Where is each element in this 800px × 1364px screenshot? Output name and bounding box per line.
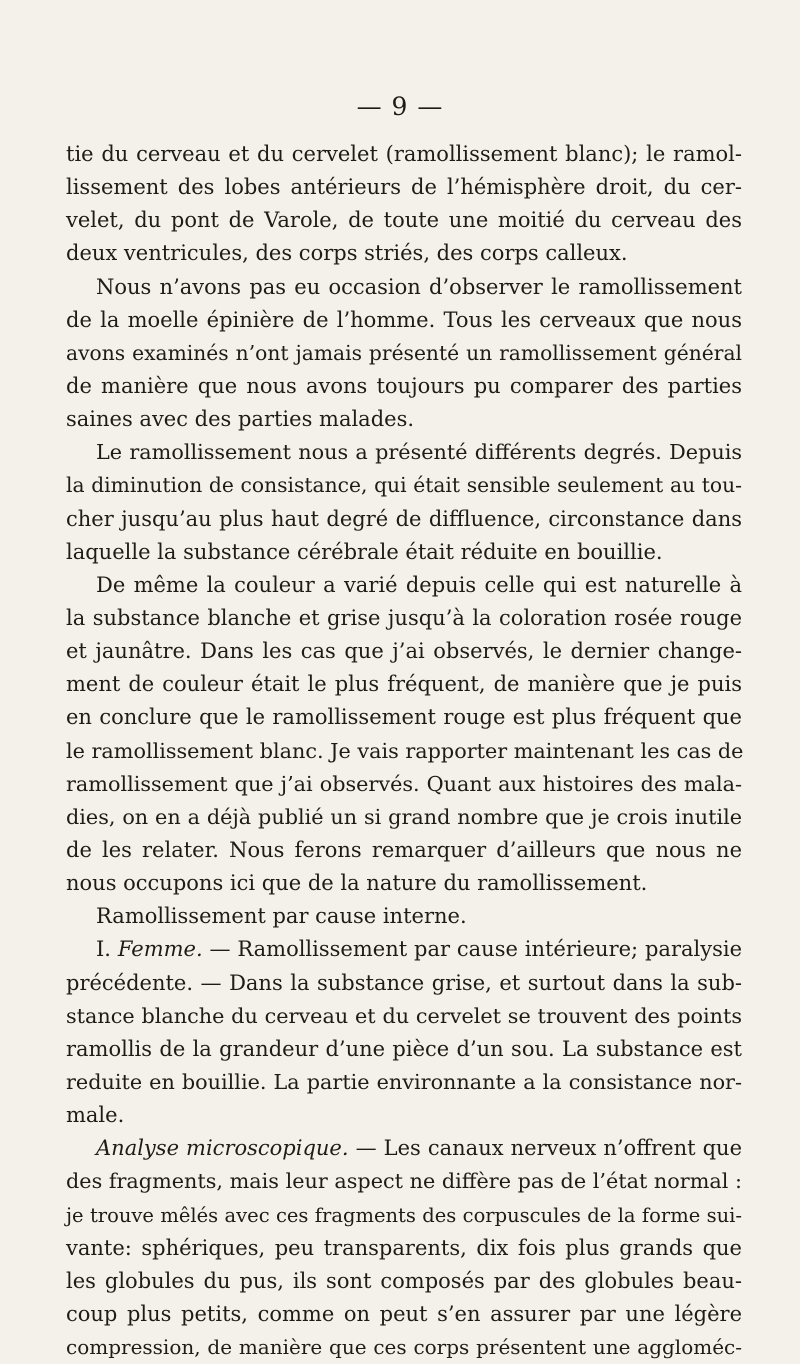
text-line (66, 469, 742, 502)
text-line (66, 237, 742, 270)
line-text: Nous n’avons pas eu occasion d’observer le ramollissement (96, 274, 742, 299)
line-text: de les relater. Nous ferons remarquer d’ailleurs que nous ne (66, 837, 742, 862)
text-line (66, 967, 742, 1000)
text-line (66, 1165, 742, 1198)
text-line (66, 1265, 742, 1298)
text-line (66, 1232, 742, 1265)
text-line (66, 1000, 742, 1033)
line-text: je trouve mêlés avec ces fragments des corpuscules de la forme sui- (66, 1203, 742, 1227)
line-text: stance blanche du cerveau et du cervelet se trouvent des points (66, 1003, 742, 1028)
text-line (66, 1033, 742, 1066)
text-line (66, 1331, 742, 1364)
text-line (66, 403, 742, 436)
line-text: deux ventricules, des corps striés, des corps calleux. (66, 241, 628, 266)
text-line (66, 900, 742, 933)
line-text: ramollissement que j’ai observés. Quant aux histoires des mala- (66, 771, 742, 796)
text-line (66, 701, 742, 734)
line-text: ment de couleur était le plus fréquent, de manière que je puis (66, 672, 742, 697)
line-text: précédente. — Dans la substance grise, et surtout dans la sub- (66, 970, 742, 995)
line-text: dies, on en a déjà publié un si grand nombre que je crois inutile (66, 804, 742, 829)
text-line (66, 801, 742, 834)
text-line (66, 834, 742, 867)
text-line (66, 370, 742, 403)
line-text: De même la couleur a varié depuis celle qui est naturelle à (96, 572, 742, 597)
text-line (66, 735, 742, 768)
text-line (66, 503, 742, 536)
text-line (66, 1132, 742, 1165)
text-line (66, 138, 742, 171)
line-text: laquelle la substance cérébrale était réduite en bouillie. (66, 539, 663, 564)
text-line (66, 602, 742, 635)
line-text: lissement des lobes antérieurs de l’hémisphère droit, du cer- (66, 175, 742, 200)
text-line (66, 668, 742, 701)
line-text: des fragments, mais leur aspect ne diffère pas de l’état normal : (66, 1169, 742, 1194)
line-text: — Ramollissement par cause intérieure; paralysie (202, 937, 742, 962)
line-text: tie du cerveau et du cervelet (ramollissement blanc); le ramol- (66, 142, 742, 166)
line-text: les globules du pus, ils sont composés par des globules beau- (66, 1268, 742, 1293)
body-text (66, 138, 742, 1364)
line-text: la diminution de consistance, qui était sensible seulement au tou- (66, 473, 742, 498)
line-text: ramollis de la grandeur d’une pièce d’un sou. La substance est (66, 1036, 742, 1061)
line-text: le ramollissement blanc. Je vais rapporter maintenant les cas de (66, 738, 744, 763)
line-text: la substance blanche et grise jusqu’à la coloration rosée rouge (66, 605, 742, 630)
line-text: nous occupons ici que de la nature du ramollissement. (66, 871, 648, 896)
text-line (66, 204, 742, 237)
text-line (66, 933, 742, 966)
text-line (66, 436, 742, 469)
line-text: de la moelle épinière de l’homme. Tous les cerveaux que nous (66, 307, 742, 332)
text-line (66, 867, 742, 900)
line-text: Ramollissement par cause interne. (96, 904, 467, 929)
text-line (66, 768, 742, 801)
text-line (66, 1199, 742, 1232)
line-text: male. (66, 1103, 125, 1128)
text-line (66, 1066, 742, 1099)
line-text: — Les canaux nerveux n’offrent que (348, 1136, 742, 1161)
italic-heading: Analyse microscopique. (96, 1136, 349, 1161)
line-text: velet, du pont de Varole, de toute une moitié du cerveau des (66, 208, 742, 233)
line-lead: I. (96, 937, 118, 962)
line-text: en conclure que le ramollissement rouge est plus fréquent que (66, 705, 742, 730)
line-text: coup plus petits, comme on peut s’en assurer par une légère (66, 1301, 742, 1326)
line-text: et jaunâtre. Dans les cas que j’ai observés, le dernier change- (66, 639, 742, 664)
line-text: Le ramollissement nous a présenté différents degrés. Depuis (96, 440, 742, 465)
line-text: cher jusqu’au plus haut degré de diffluence, circonstance dans (66, 506, 742, 531)
line-text: compression, de manière que ces corps présentent une aggloméc- (66, 1335, 742, 1360)
page-number: — 9 — (356, 92, 444, 121)
text-line (66, 304, 742, 337)
text-line (66, 271, 742, 304)
italic-heading: Femme. (117, 937, 203, 962)
line-text: reduite en bouillie. La partie environnante a la consistance nor- (66, 1069, 742, 1094)
text-line (66, 635, 742, 668)
line-text: avons examinés n’ont jamais présenté un ramollissement général (66, 340, 742, 365)
text-line (66, 536, 742, 569)
text-line (66, 171, 742, 204)
line-text: saines avec des parties malades. (66, 407, 415, 432)
text-line (66, 1099, 742, 1132)
line-text: vante: sphériques, peu transparents, dix fois plus grands que (66, 1235, 742, 1260)
text-line (66, 1298, 742, 1331)
line-text: de manière que nous avons toujours pu comparer des parties (66, 373, 742, 398)
text-line (66, 569, 742, 602)
text-line (66, 337, 742, 370)
